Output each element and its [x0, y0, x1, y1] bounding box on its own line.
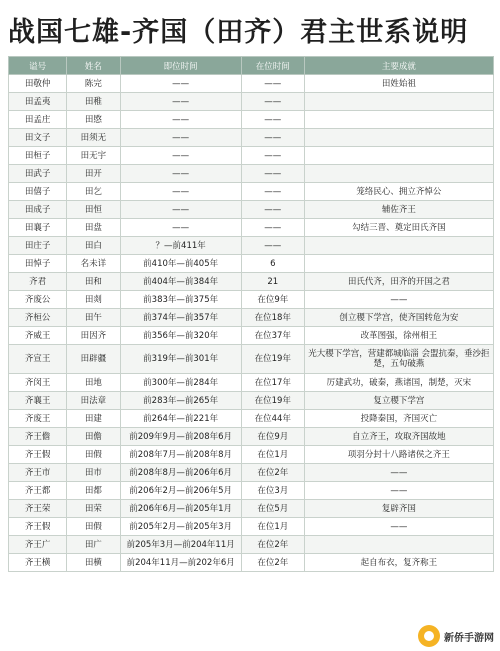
table-row [9, 410, 494, 428]
table-row [9, 392, 494, 410]
cell-reign: —— [241, 111, 304, 129]
cell-posthumous-name: 齐襄王 [9, 392, 67, 410]
cell-reign: 在位44年 [241, 410, 304, 428]
cell-name: 田假 [67, 518, 120, 536]
cell-accession: 前206年6月—前205年1月 [120, 500, 241, 518]
cell-reign: 在位1月 [241, 518, 304, 536]
table-row [9, 327, 494, 345]
header-name: 姓名 [67, 57, 120, 75]
cell-reign: —— [241, 129, 304, 147]
table-row [9, 255, 494, 273]
cell-reign: 在位2年 [241, 464, 304, 482]
cell-achievements: —— [304, 291, 493, 309]
cell-accession: 前300年—前284年 [120, 374, 241, 392]
table-row [9, 428, 494, 446]
cell-name: 田白 [67, 237, 120, 255]
cell-reign: 在位19年 [241, 392, 304, 410]
cell-reign: 在位2年 [241, 554, 304, 572]
cell-accession: 前204年11月—前202年6月 [120, 554, 241, 572]
cell-name: 田横 [67, 554, 120, 572]
cell-name: 名未详 [67, 255, 120, 273]
cell-achievements: 勾结三晋、奠定田氏齐国 [304, 219, 493, 237]
cell-name: 田市 [67, 464, 120, 482]
cell-reign: 21 [241, 273, 304, 291]
cell-accession: —— [120, 183, 241, 201]
cell-achievements: 起自布衣，复齐称王 [304, 554, 493, 572]
cell-name: 田愍 [67, 111, 120, 129]
cell-accession: —— [120, 165, 241, 183]
cell-posthumous-name: 齐王都 [9, 482, 67, 500]
cell-achievements: 光大稷下学宫，营建都城临淄 会盟抗秦，垂沙拒楚，五旬破燕 [304, 345, 493, 374]
cell-reign: 在位17年 [241, 374, 304, 392]
cell-accession: —— [120, 219, 241, 237]
cell-reign: —— [241, 237, 304, 255]
table-row [9, 374, 494, 392]
cell-reign: 在位9月 [241, 428, 304, 446]
header-reign: 在位时间 [241, 57, 304, 75]
cell-posthumous-name: 田成子 [9, 201, 67, 219]
cell-reign: —— [241, 219, 304, 237]
table-header-row [9, 57, 494, 75]
cell-achievements: 笼络民心、拥立齐悼公 [304, 183, 493, 201]
cell-posthumous-name: 齐王市 [9, 464, 67, 482]
table-row [9, 183, 494, 201]
cell-accession: 前205年3月—前204年11月 [120, 536, 241, 554]
table-row [9, 554, 494, 572]
cell-accession: 前208年8月—前206年6月 [120, 464, 241, 482]
cell-achievements: 项羽分封十八路诸侯之齐王 [304, 446, 493, 464]
cell-name: 田儋 [67, 428, 120, 446]
cell-name: 田荣 [67, 500, 120, 518]
cell-achievements [304, 165, 493, 183]
cell-achievements [304, 536, 493, 554]
ruler-table [8, 56, 494, 572]
cell-achievements: —— [304, 464, 493, 482]
cell-achievements: 改革图强，徐州相王 [304, 327, 493, 345]
cell-posthumous-name: 齐宣王 [9, 345, 67, 374]
cell-achievements [304, 111, 493, 129]
cell-accession: 前383年—前375年 [120, 291, 241, 309]
cell-posthumous-name: 齐王假 [9, 446, 67, 464]
cell-accession: —— [120, 93, 241, 111]
table-row [9, 345, 494, 374]
cell-name: 田地 [67, 374, 120, 392]
cell-accession: 前264年—前221年 [120, 410, 241, 428]
cell-name: 田须无 [67, 129, 120, 147]
table-row [9, 464, 494, 482]
cell-accession: 前205年2月—前205年3月 [120, 518, 241, 536]
cell-posthumous-name: 齐王横 [9, 554, 67, 572]
cell-name: 田和 [67, 273, 120, 291]
table-row [9, 111, 494, 129]
cell-achievements: 复辟齐国 [304, 500, 493, 518]
cell-accession: 前319年—前301年 [120, 345, 241, 374]
cell-posthumous-name: 田武子 [9, 165, 67, 183]
table-row [9, 165, 494, 183]
cell-posthumous-name: 田孟庄 [9, 111, 67, 129]
table-row [9, 237, 494, 255]
watermark-text: 新侨手游网 [444, 632, 494, 644]
table-row [9, 273, 494, 291]
table-row [9, 518, 494, 536]
cell-posthumous-name: 齐王儋 [9, 428, 67, 446]
cell-accession: 前209年9月—前208年6月 [120, 428, 241, 446]
cell-posthumous-name: 田桓子 [9, 147, 67, 165]
cell-posthumous-name: 齐王广 [9, 536, 67, 554]
cell-name: 田都 [67, 482, 120, 500]
cell-accession: —— [120, 201, 241, 219]
table-row [9, 500, 494, 518]
cell-reign: 在位37年 [241, 327, 304, 345]
cell-posthumous-name: 田僖子 [9, 183, 67, 201]
cell-accession: —— [120, 75, 241, 93]
cell-name: 田假 [67, 446, 120, 464]
table-row [9, 147, 494, 165]
cell-achievements: 创立稷下学宫，使齐国转危为安 [304, 309, 493, 327]
cell-achievements: 田氏代齐，田齐的开国之君 [304, 273, 493, 291]
cell-reign: —— [241, 147, 304, 165]
cell-achievements [304, 237, 493, 255]
cell-name: 田法章 [67, 392, 120, 410]
cell-name: 田剡 [67, 291, 120, 309]
cell-achievements: 厉建武功，破秦，燕诸国，制楚，灭宋 [304, 374, 493, 392]
cell-posthumous-name: 田敬仲 [9, 75, 67, 93]
header-achievements: 主要成就 [304, 57, 493, 75]
cell-accession: 前404年—前384年 [120, 273, 241, 291]
table-row [9, 129, 494, 147]
cell-achievements [304, 93, 493, 111]
cell-reign: —— [241, 165, 304, 183]
table-row [9, 93, 494, 111]
cell-name: 田稚 [67, 93, 120, 111]
cell-accession: —— [120, 147, 241, 165]
cell-achievements: 辅佐齐王 [304, 201, 493, 219]
cell-posthumous-name: 齐桓公 [9, 309, 67, 327]
cell-achievements: 投降秦国，齐国灭亡 [304, 410, 493, 428]
watermark [418, 625, 494, 647]
cell-reign: 在位1月 [241, 446, 304, 464]
cell-reign: —— [241, 201, 304, 219]
cell-accession: —— [120, 129, 241, 147]
cell-reign: 在位19年 [241, 345, 304, 374]
cell-name: 田无宇 [67, 147, 120, 165]
cell-achievements: —— [304, 482, 493, 500]
cell-accession: —— [120, 111, 241, 129]
table-row [9, 309, 494, 327]
cell-name: 田辟疆 [67, 345, 120, 374]
game-logo-icon [418, 625, 440, 647]
cell-name: 田午 [67, 309, 120, 327]
cell-name: 田因齐 [67, 327, 120, 345]
cell-name: 田盘 [67, 219, 120, 237]
cell-name: 陈完 [67, 75, 120, 93]
cell-accession: ？—前411年 [120, 237, 241, 255]
cell-posthumous-name: 田襄子 [9, 219, 67, 237]
cell-achievements: 自立齐王，攻取齐国故地 [304, 428, 493, 446]
cell-accession: 前356年—前320年 [120, 327, 241, 345]
cell-accession: 前206年2月—前206年5月 [120, 482, 241, 500]
header-accession: 即位时间 [120, 57, 241, 75]
cell-achievements [304, 255, 493, 273]
cell-posthumous-name: 田孟夷 [9, 93, 67, 111]
cell-achievements: —— [304, 518, 493, 536]
cell-reign: 在位2年 [241, 536, 304, 554]
cell-posthumous-name: 田悼子 [9, 255, 67, 273]
cell-name: 田建 [67, 410, 120, 428]
cell-posthumous-name: 齐闵王 [9, 374, 67, 392]
cell-posthumous-name: 田文子 [9, 129, 67, 147]
table-row [9, 219, 494, 237]
table-row [9, 75, 494, 93]
cell-posthumous-name: 齐威王 [9, 327, 67, 345]
cell-posthumous-name: 齐废王 [9, 410, 67, 428]
table-row [9, 201, 494, 219]
cell-reign: 6 [241, 255, 304, 273]
cell-achievements [304, 147, 493, 165]
cell-reign: —— [241, 75, 304, 93]
cell-name: 田恒 [67, 201, 120, 219]
cell-posthumous-name: 齐王假 [9, 518, 67, 536]
cell-achievements: 复立稷下学宫 [304, 392, 493, 410]
cell-accession: 前374年—前357年 [120, 309, 241, 327]
cell-posthumous-name: 田庄子 [9, 237, 67, 255]
page-title: 战国七雄-齐国（田齐）君主世系说明 [8, 17, 469, 48]
cell-accession: 前283年—前265年 [120, 392, 241, 410]
cell-achievements [304, 129, 493, 147]
table-row [9, 482, 494, 500]
cell-name: 田广 [67, 536, 120, 554]
table-row [9, 446, 494, 464]
header-posthumous-name: 谥号 [9, 57, 67, 75]
cell-achievements: 田姓始祖 [304, 75, 493, 93]
cell-reign: —— [241, 183, 304, 201]
cell-accession: 前208年7月—前208年8月 [120, 446, 241, 464]
cell-posthumous-name: 齐王荣 [9, 500, 67, 518]
cell-posthumous-name: 齐废公 [9, 291, 67, 309]
table-row [9, 291, 494, 309]
cell-reign: 在位18年 [241, 309, 304, 327]
cell-posthumous-name: 齐君 [9, 273, 67, 291]
cell-name: 田乞 [67, 183, 120, 201]
cell-reign: 在位3月 [241, 482, 304, 500]
table-row [9, 536, 494, 554]
cell-reign: —— [241, 93, 304, 111]
cell-reign: 在位5月 [241, 500, 304, 518]
cell-reign: 在位9年 [241, 291, 304, 309]
cell-accession: 前410年—前405年 [120, 255, 241, 273]
cell-name: 田开 [67, 165, 120, 183]
